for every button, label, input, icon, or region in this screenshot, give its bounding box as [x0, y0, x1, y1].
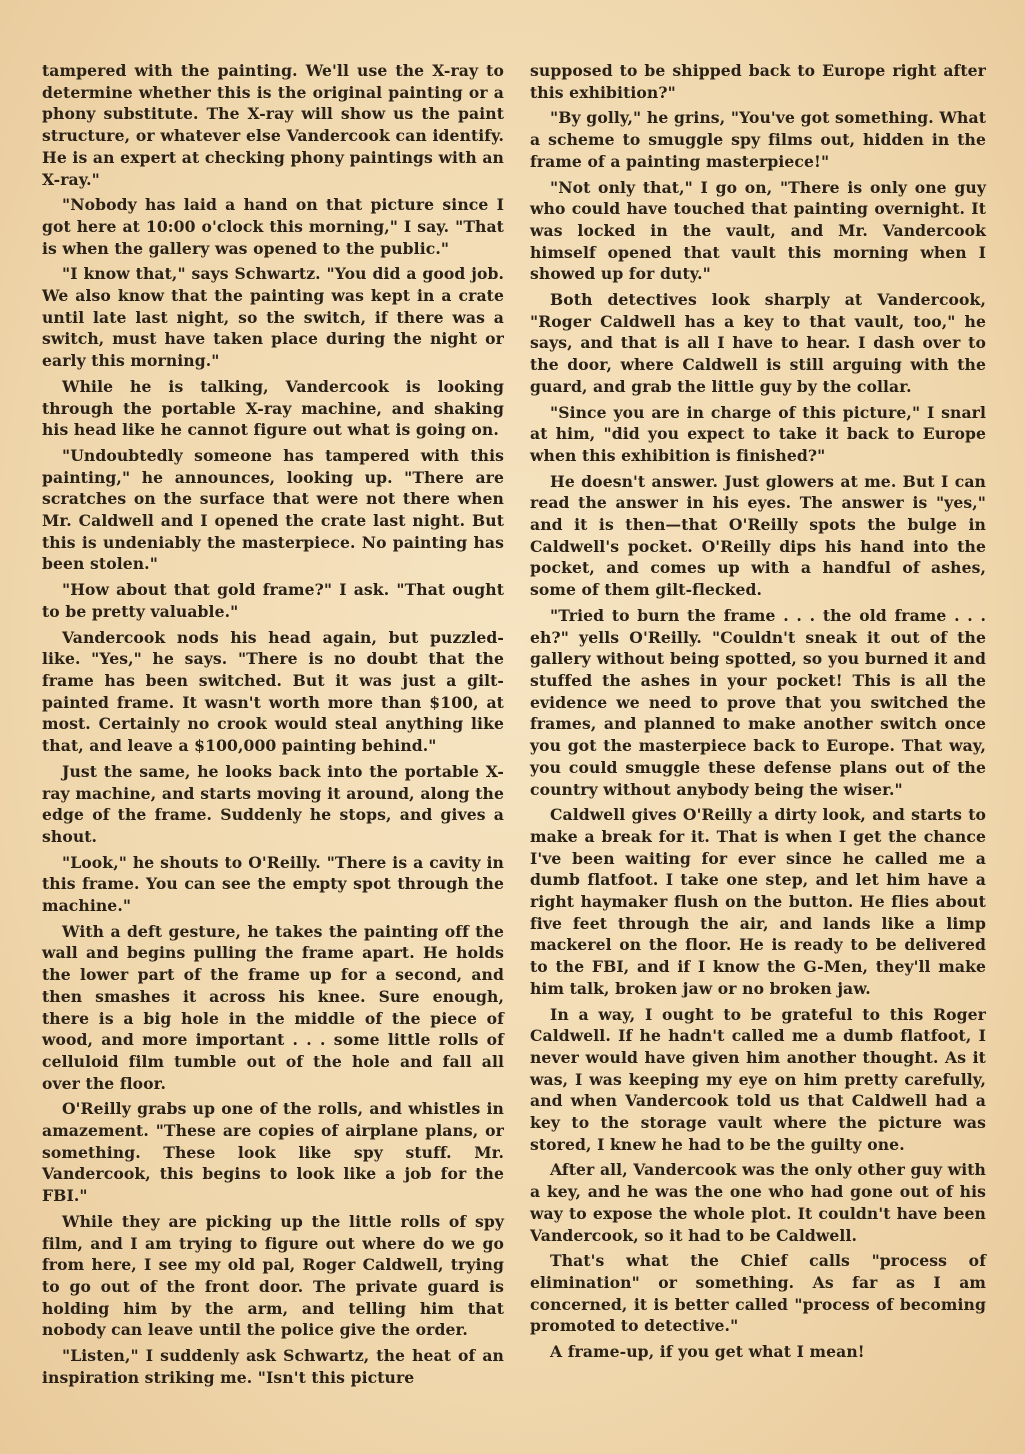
paragraph: "How about that gold frame?" I ask. "That ought to be pretty valuable.": [42, 580, 504, 621]
paragraph: "I know that," says Schwartz. "You did a good job. We also know that the painting was kept in a crate until late last night, so the switch, if there was a switch, must have taken place during the night or early this morning.": [42, 264, 504, 371]
paragraph: Both detectives look sharply at Vandercook, "Roger Caldwell has a key to that vault, too," he says, and that is all I have to hear. I dash over to the door, where Caldwell is still arguing with the guard, and grab the little guy by the collar.: [530, 290, 986, 396]
paragraph: In a way, I ought to be grateful to this Roger Caldwell. If he hadn't called me a dumb flatfoot, I never would have given him another thought. As it was, I was keeping my eye on him pretty carefully, and when Vandercook told us that Caldwell had a key to the storage vault where the picture was stored, I knew he had to be the guilty one.: [530, 1004, 986, 1154]
right-text-column: [530, 60, 986, 1367]
paragraph: That's what the Chief calls "process of elimination" or something. As far as I am concerned, it is better called "process of becoming promoted to detective.": [530, 1251, 986, 1336]
paragraph: After all, Vandercook was the only other guy with a key, and he was the one who had gone out of his way to expose the whole plot. It couldn't have been Vandercook, so it had to be Caldwell.: [530, 1160, 986, 1245]
paragraph: Just the same, he looks back into the portable X-ray machine, and starts moving it around, along the edge of the frame. Suddenly he stops, and gives a shout.: [42, 761, 504, 846]
paragraph: While they are picking up the little rolls of spy film, and I am trying to figure out where do we go from here, I see my old pal, Roger Caldwell, trying to go out of the front door. The private guard is holding him by the arm, and telling him that nobody can leave until the police give the order.: [42, 1211, 504, 1340]
paragraph: "Nobody has laid a hand on that picture since I got here at 10:00 o'clock this morning," I say. "That is when the gallery was opened to the public.": [42, 195, 504, 258]
paragraph: supposed to be shipped back to Europe right after this exhibition?": [530, 61, 986, 102]
paragraph: Vandercook nods his head again, but puzzled-like. "Yes," he says. "There is no doubt that the frame has been switched. But it was just a gilt-painted frame. It wasn't worth more than $100, at most. Certainly no crook would steal anything like that, and leave a $100,000 painting behind.": [42, 627, 504, 756]
paragraph: "Undoubtedly someone has tampered with this painting," he announces, looking up. "There are scratches on the surface that were not there when Mr. Caldwell and I opened the crate last night. But this is undeniably the masterpiece. No painting has been stolen.": [42, 445, 504, 574]
paragraph: With a deft gesture, he takes the painting off the wall and begins pulling the frame apart. He holds the lower part of the frame up for a second, and then smashes it across his knee. Sure enough, there is a big hole in the middle of the piece of wood, and more important . . . some little rolls of celluloid film tumble out of the hole and fall all over the floor.: [42, 921, 504, 1093]
paragraph: While he is talking, Vandercook is looking through the portable X-ray machine, and shaking his head like he cannot figure out what is going on.: [42, 376, 504, 440]
left-text-column: [42, 60, 504, 1392]
paragraph: "Look," he shouts to O'Reilly. "There is a cavity in this frame. You can see the empty spot through the machine.": [42, 852, 504, 916]
paragraph: "By golly," he grins, "You've got something. What a scheme to smuggle spy films out, hidden in the frame of a painting masterpiece!": [530, 108, 986, 171]
paragraph: A frame-up, if you get what I mean!: [550, 1342, 865, 1362]
paragraph: He doesn't answer. Just glowers at me. But I can read the answer in his eyes. The answer is "yes," and it is then—that O'Reilly spots the bulge in Caldwell's pocket. O'Reilly dips his hand into the pocket, and comes up with a handful of ashes, some of them gilt-flecked.: [530, 471, 986, 600]
paragraph: O'Reilly grabs up one of the rolls, and whistles in amazement. "These are copies of airplane plans, or something. These look like spy stuff. Mr. Vandercook, this begins to look like a job for the FBI.": [42, 1099, 504, 1206]
paragraph: tampered with the painting. We'll use the X-ray to determine whether this is the original painting or a phony substitute. The X-ray will show us the paint structure, or whatever else Vandercook can identify. He is an expert at checking phony paintings with an X-ray.": [42, 61, 504, 189]
paragraph: Caldwell gives O'Reilly a dirty look, and starts to make a break for it. That is when I get the chance I've been waiting for ever since he called me a dumb flatfoot. I take one step, and let him have a right haymaker flush on the button. He flies about five feet through the air, and lands like a limp mackerel on the floor. He is ready to be delivered to the FBI, and if I know the G-Men, they'll make him talk, broken jaw or no broken jaw.: [530, 805, 986, 998]
paragraph: "Tried to burn the frame . . . the old frame . . . eh?" yells O'Reilly. "Couldn't sneak it out of the gallery without being spotted, so you burned it and stuffed the ashes in your pocket! This is all the evidence we need to prove that you switched the frames, and planned to make another switch once you got the masterpiece back to Europe. That way, you could smuggle these defense plans out of the country without anybody being the wiser.": [530, 605, 986, 799]
paragraph: "Listen," I suddenly ask Schwartz, the heat of an inspiration striking me. "Isn't this picture: [42, 1346, 504, 1387]
paragraph: "Not only that," I go on, "There is only one guy who could have touched that painting overnight. It was locked in the vault, and Mr. Vandercook himself opened that vault this morning when I showed up for duty.": [530, 177, 986, 284]
paragraph: "Since you are in charge of this picture," I snarl at him, "did you expect to take it back to Europe when this exhibition is finished?": [530, 402, 986, 465]
